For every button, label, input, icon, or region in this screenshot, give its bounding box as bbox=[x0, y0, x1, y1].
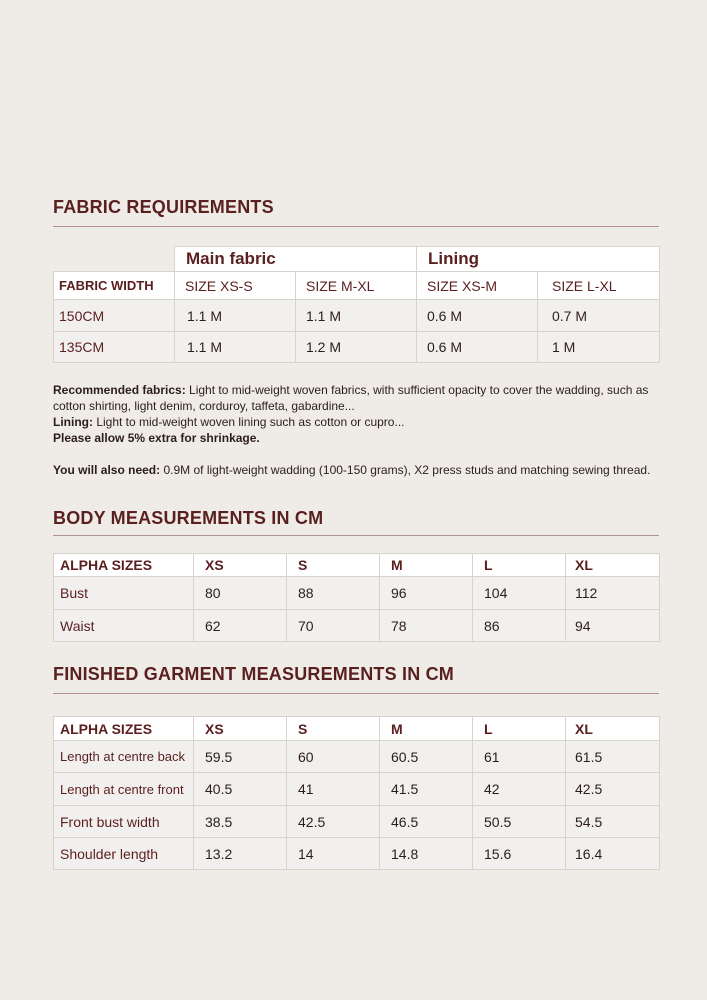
fabric-group-header-row bbox=[54, 247, 660, 272]
table-cell: 96 bbox=[380, 577, 473, 610]
size-header: XS bbox=[194, 717, 287, 741]
table-cell: 80 bbox=[194, 577, 287, 610]
table-row bbox=[54, 838, 660, 870]
table-cell: 86 bbox=[473, 610, 566, 642]
table-row bbox=[54, 806, 660, 838]
table-row bbox=[54, 332, 660, 363]
size-header: S bbox=[287, 554, 380, 577]
table-cell: 14 bbox=[287, 838, 380, 870]
alpha-sizes-header: ALPHA SIZES bbox=[54, 554, 194, 577]
table-cell: 62 bbox=[194, 610, 287, 642]
row-label: Shoulder length bbox=[54, 838, 194, 870]
table-cell: 42.5 bbox=[287, 806, 380, 838]
size-header: M bbox=[380, 717, 473, 741]
size-header: XS bbox=[194, 554, 287, 577]
size-header: SIZE XS-M bbox=[417, 272, 538, 300]
section-divider bbox=[53, 693, 659, 694]
table-cell: 0.6 M bbox=[417, 300, 538, 332]
row-label: Waist bbox=[54, 610, 194, 642]
body-measurements-title: BODY MEASUREMENTS IN CM bbox=[53, 508, 324, 528]
table-cell: 1.1 M bbox=[296, 300, 417, 332]
table-row bbox=[54, 610, 660, 642]
table-cell: 54.5 bbox=[566, 806, 660, 838]
body-measurements-table bbox=[53, 553, 660, 642]
table-cell: 41.5 bbox=[380, 773, 473, 806]
table-cell: 60 bbox=[287, 741, 380, 773]
recommended-fabrics-label: Recommended fabrics: bbox=[53, 383, 186, 397]
fabric-width-header: FABRIC WIDTH bbox=[54, 272, 175, 300]
table-cell: 1.1 M bbox=[175, 300, 296, 332]
size-header: M bbox=[380, 554, 473, 577]
lining-note bbox=[53, 414, 663, 430]
table-cell: 42 bbox=[473, 773, 566, 806]
table-cell: 112 bbox=[566, 577, 660, 610]
table-cell: 16.4 bbox=[566, 838, 660, 870]
row-label: 135CM bbox=[54, 332, 175, 363]
row-label: Bust bbox=[54, 577, 194, 610]
table-cell: 94 bbox=[566, 610, 660, 642]
row-label: Length at centre back bbox=[54, 741, 194, 773]
also-need-text: 0.9M of light-weight wadding (100-150 grams), X2 press studs and matching sewing thread. bbox=[160, 463, 651, 477]
table-cell: 0.6 M bbox=[417, 332, 538, 363]
row-label: Front bust width bbox=[54, 806, 194, 838]
table-cell: 61.5 bbox=[566, 741, 660, 773]
table-cell: 15.6 bbox=[473, 838, 566, 870]
alpha-sizes-header: ALPHA SIZES bbox=[54, 717, 194, 741]
table-cell: 88 bbox=[287, 577, 380, 610]
table-row bbox=[54, 577, 660, 610]
lining-label: Lining: bbox=[53, 415, 93, 429]
size-header: SIZE L-XL bbox=[538, 272, 660, 300]
table-row bbox=[54, 741, 660, 773]
garment-measurements-table bbox=[53, 716, 660, 870]
size-header: SIZE XS-S bbox=[175, 272, 296, 300]
table-cell: 60.5 bbox=[380, 741, 473, 773]
also-need-label: You will also need: bbox=[53, 463, 161, 477]
table-cell: 104 bbox=[473, 577, 566, 610]
recommended-fabrics-note bbox=[53, 382, 663, 414]
garment-measurements-title: FINISHED GARMENT MEASUREMENTS IN CM bbox=[53, 664, 455, 684]
lining-text: Light to mid-weight woven lining such as cotton or cupro... bbox=[92, 415, 405, 429]
size-header: S bbox=[287, 717, 380, 741]
fabric-notes bbox=[53, 382, 663, 478]
lining-header: Lining bbox=[417, 247, 660, 272]
section-divider bbox=[53, 535, 659, 536]
table-cell: 41 bbox=[287, 773, 380, 806]
size-header: XL bbox=[566, 717, 660, 741]
size-header: L bbox=[473, 554, 566, 577]
fabric-size-header-row bbox=[54, 272, 660, 300]
table-cell: 42.5 bbox=[566, 773, 660, 806]
shrinkage-note bbox=[53, 430, 663, 446]
table-cell: 50.5 bbox=[473, 806, 566, 838]
size-header: XL bbox=[566, 554, 660, 577]
table-cell: 0.7 M bbox=[538, 300, 660, 332]
fabric-requirements-title: FABRIC REQUIREMENTS bbox=[53, 197, 274, 217]
also-need-note bbox=[53, 462, 663, 478]
table-cell: 1.1 M bbox=[175, 332, 296, 363]
table-cell: 59.5 bbox=[194, 741, 287, 773]
table-cell: 14.8 bbox=[380, 838, 473, 870]
row-label: Length at centre front bbox=[54, 773, 194, 806]
table-header-row bbox=[54, 717, 660, 741]
table-cell: 1 M bbox=[538, 332, 660, 363]
main-fabric-header: Main fabric bbox=[175, 247, 417, 272]
table-cell: 78 bbox=[380, 610, 473, 642]
section-divider bbox=[53, 226, 659, 227]
table-header-row bbox=[54, 554, 660, 577]
size-header: SIZE M-XL bbox=[296, 272, 417, 300]
table-row bbox=[54, 773, 660, 806]
table-cell: 13.2 bbox=[194, 838, 287, 870]
size-header: L bbox=[473, 717, 566, 741]
recommended-fabrics-text: Light to mid-weight woven fabrics, with sufficient opacity to cover the wadding, such as cotton shirting, light denim, corduroy, taffeta, gabardine... bbox=[53, 383, 649, 413]
table-cell: 46.5 bbox=[380, 806, 473, 838]
table-cell: 1.2 M bbox=[296, 332, 417, 363]
table-cell: 38.5 bbox=[194, 806, 287, 838]
table-cell: 70 bbox=[287, 610, 380, 642]
table-cell: 40.5 bbox=[194, 773, 287, 806]
table-cell: 61 bbox=[473, 741, 566, 773]
shrinkage-text: Please allow 5% extra for shrinkage. bbox=[53, 431, 260, 445]
table-row bbox=[54, 300, 660, 332]
row-label: 150CM bbox=[54, 300, 175, 332]
fabric-requirements-table bbox=[53, 246, 660, 363]
